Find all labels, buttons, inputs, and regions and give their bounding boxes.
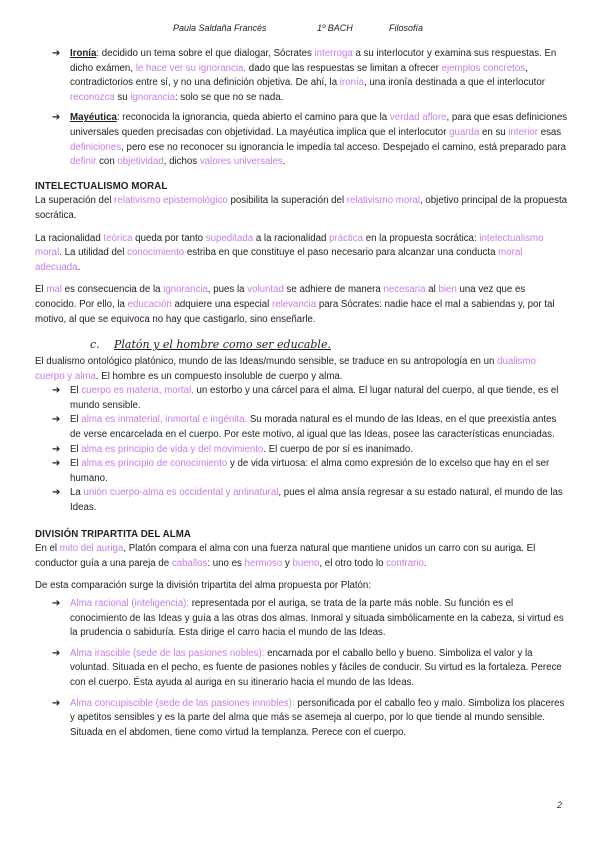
paragraph-racionalidad [35,232,568,276]
text-run: El [70,385,82,397]
text-run: estriba en que constituye el paso necesario para alcanzar una conducta [184,247,499,259]
heading-intelectualismo: INTELECTUALISMO MORAL [35,180,168,192]
bullet-union [35,486,568,515]
text-run: , contradictorios entre sí, y no una definición objetiva. De ahí, la [70,62,528,89]
text-run: , pero ese no reconocer su ignorancia le impedía tal acceso. Despejado el camino, está preparado para [121,141,566,153]
bullet-cuerpo [35,384,568,413]
arrow-bullet-icon [52,443,60,458]
highlighted-term: definiciones [70,141,122,153]
text-run: esas [538,126,562,138]
arrow-bullet-icon [52,111,60,126]
text-run: dado que las respuestas se limitan a ofrecer [246,62,442,74]
bullet-alma-concupiscible [35,697,568,741]
text-run: es consecuencia de la [61,284,164,296]
highlighted-term: alma es inmaterial, inmortal e ingénita. [81,414,248,426]
text-run: : reconocida la ignorancia, queda abierto el camino para que la [116,112,390,124]
text-run: a su interlocutor y examina sus respuestas. En dicho exámen, [70,48,557,74]
text-run: , pues el alma ansía regresar a su estado natural, el mundo de las Ideas. [70,487,563,514]
highlighted-term: cuerpo es materia, mortal, [81,385,194,397]
bullet-ironia [35,47,568,105]
bullet-text [70,458,549,484]
highlighted-term: relevancia [271,298,317,310]
page-header [0,23,600,35]
paragraph-mito-auriga [35,542,568,571]
highlighted-term: Alma racional (inteligencia): [70,598,189,609]
arrow-bullet-icon [52,413,60,428]
text-run: . El cuerpo de por sí es inanimado. [263,443,414,455]
arrow-bullet-icon [52,384,60,399]
paragraph-mal [35,283,568,327]
text-run: La superación del [35,195,115,207]
header-course: 1º BACH [317,23,353,33]
bullet-mayeutica [35,111,568,169]
text-run: en su [479,126,509,138]
term-mayeutica: Mayéutica [70,112,117,124]
text-run: , Platón compara el alma con una fuerza natural que mantiene unidos un carro con su auriga. El conductor guía a una pareja de [35,543,536,569]
header-author: Paula Saldaña Francés [173,23,267,33]
text-run: De esta comparación surge la división tripartita del alma propuesta por Platón: [35,580,372,592]
highlighted-term: interroga [314,48,353,59]
section-c-title [35,337,568,353]
term-ironia: Ironía [70,48,97,59]
highlighted-term: definir [70,156,97,168]
highlighted-term: educación [127,298,172,310]
bullet-text [70,385,558,411]
bullet-text [70,648,562,688]
bullet-alma-vida [35,443,568,458]
text-run: . [423,557,427,569]
highlighted-term: práctica [329,232,364,244]
text-run: para Sócrates: nadie hace el mal a sabiendas y, por tal motivo, al que se equivoca no hay que castigarlo, sino enseñarle. [35,298,555,325]
arrow-bullet-icon [52,486,60,501]
text-run: un estorbo y una cárcel para el alma. El lugar natural del cuerpo, al que tiende, es el mundo sensible. [70,385,559,411]
highlighted-term: bueno [292,557,320,569]
text-run: : decidido un tema sobre el que dialogar, Sócrates [96,48,315,59]
text-run: El [35,284,47,296]
bullet-text [70,487,563,513]
paragraph-superacion [35,194,568,223]
highlighted-term: mito del auriga [59,543,124,555]
text-run: La racionalidad [35,232,104,244]
highlighted-term: conocimiento [127,247,185,259]
highlighted-term: contrario [386,557,424,569]
highlighted-term: ironía [339,77,365,89]
text-run: . El hombre es un compuesto insoluble de cuerpo y alma. [95,370,343,382]
text-run: queda por tanto [132,232,206,244]
text-run: , el otro todo lo [319,557,387,569]
text-run: El [70,443,82,455]
highlighted-term: valores universales [199,156,283,168]
highlighted-term: teórica [103,232,133,244]
highlighted-term: intelectualismo moral [35,232,544,259]
text-run: su [114,91,131,103]
text-run: El [70,458,82,470]
bullet-alma-irascible [35,647,568,691]
text-run: representada por el auriga, se trata de la parte más noble. Su función es el conocimiento de las Ideas y guía a las otras dos almas. Inmoral y situada simbólicamente en la cabeza, si virtud es la prudencia o sabiduría. Esta dirige el carro hacia el mundo de las Ideas. [70,598,564,639]
highlighted-term: le hace ver su ignorancia, [135,62,247,74]
text-run: , objetivo principal de la propuesta socrática. [35,195,568,221]
text-run: . [282,156,286,168]
highlighted-term: Alma irascible (sede de las pasiones nobles): [70,647,265,659]
arrow-bullet-icon [52,457,60,472]
highlighted-term: alma es principio de conocimiento [81,458,228,470]
page-number: 2 [557,800,563,810]
highlighted-term: reconozca [70,91,115,103]
text-run: : solo se que no se nada. [175,91,284,103]
bullet-alma-conocimiento [35,457,568,486]
highlighted-term: hermoso [244,557,283,569]
text-run: . La utilidad del [59,247,128,259]
arrow-bullet-icon [52,647,60,662]
text-run: , pues la [207,284,248,296]
highlighted-term: verdad aflore [389,112,447,124]
highlighted-term: voluntad [247,284,284,296]
section-c-title-text: Platón y el hombre como ser educable. [114,338,331,352]
highlighted-term: dualismo cuerpo y alma [35,356,536,382]
text-run: El [70,414,82,426]
highlighted-term: alma es principio de vida y del movimiento [81,443,264,455]
page-content [35,47,568,740]
highlighted-term: moral adecuada [35,247,523,273]
highlighted-term: mal [46,284,62,296]
text-run: encarnada por el caballo bello y bueno. Simboliza el valor y la voluntad. Situada en el pecho, es fuente de pasiones nobles y fáciles de conducir. Su virtud es la fortaleza. Perece con el cuerpo. Ésta ayuda al auriga en su itinerario hacia el mundo de las Ideas. [70,647,562,688]
text-run: al [425,284,439,296]
highlighted-term: ignorancia [130,91,176,103]
highlighted-term: necesaria [383,284,426,296]
text-run: una vez que es conocido. Por ello, la [35,284,526,310]
text-run: : uno es [207,557,245,569]
bullet-text [70,414,556,440]
section-c-letter: c. [90,338,100,352]
bullet-text [70,598,564,638]
text-run: La [70,487,84,499]
highlighted-term: supeditada [205,232,254,244]
highlighted-term: guarda [449,126,480,138]
highlighted-term: relativismo moral [346,195,421,207]
text-run: se adhiere de manera [283,284,384,296]
text-run: Su morada natural es el mundo de las Ideas, en el que preexistía antes de verse encarcelada en el cuerpo. Por este motivo, al igual que las Ideas, posee las características enunciadas. [70,414,557,441]
highlighted-term: objetividad [117,156,164,168]
text-run: a la racionalidad [253,232,330,244]
text-run: y [282,557,293,569]
text-run: , dichos [163,156,200,168]
text-run: En el [35,543,60,555]
text-run: con [96,156,118,168]
bullet-alma-inmaterial [35,413,568,442]
paragraph-comparacion [35,579,568,594]
highlighted-term: ejemplos concretos [441,62,526,74]
highlighted-term: ignorancia [163,284,208,296]
highlighted-term: Alma concupiscible (sede de las pasiones innobles): [70,697,295,709]
paragraph-dualismo [35,355,568,384]
arrow-bullet-icon [52,47,60,62]
highlighted-term: relativismo epistemológico [114,195,228,207]
heading-division: DIVISIÓN TRIPARTITA DEL ALMA [35,528,191,540]
bullet-text [70,48,556,103]
highlighted-term: bien [438,284,457,296]
bullet-text [70,112,567,167]
highlighted-term: interior [508,126,538,138]
arrow-bullet-icon [52,697,60,712]
text-run: y de vida virtuosa: el alma como expresión de lo excelso que hay en el ser humano. [70,458,550,484]
highlighted-term: unión cuerpo-alma es occidental y antinatural [83,487,279,499]
text-run: , para que esas definiciones universales queden precisadas con objetividad. La mayéutica implica que el interlocutor [70,112,568,138]
text-run: , una ironía destinada a que el interlocutor [364,77,545,89]
text-run: adquiere una especial [171,298,272,310]
highlighted-term: caballos [171,557,208,569]
arrow-bullet-icon [52,597,60,612]
text-run: en la propuesta socrática: [363,232,480,244]
header-subject: Filosofía [389,23,424,33]
text-run: personificada por el caballo feo y malo. Simboliza los placeres y apetitos sensibles y es la parte del alma que más se asemeja al cuerpo, por lo que tiende al mundo sensible. Situada en el abdomen, tiene como virtud la templanza. Perece con el cuerpo. [70,697,565,738]
text-run: posibilita la superación del [227,195,347,207]
bullet-text [70,444,413,455]
bullet-alma-racional [35,597,568,641]
text-run: El dualismo ontológico platónico, mundo de las Ideas/mundo sensible, se traduce en su antropología en un [35,356,498,368]
text-run: . [77,261,81,273]
bullet-text [70,698,564,738]
